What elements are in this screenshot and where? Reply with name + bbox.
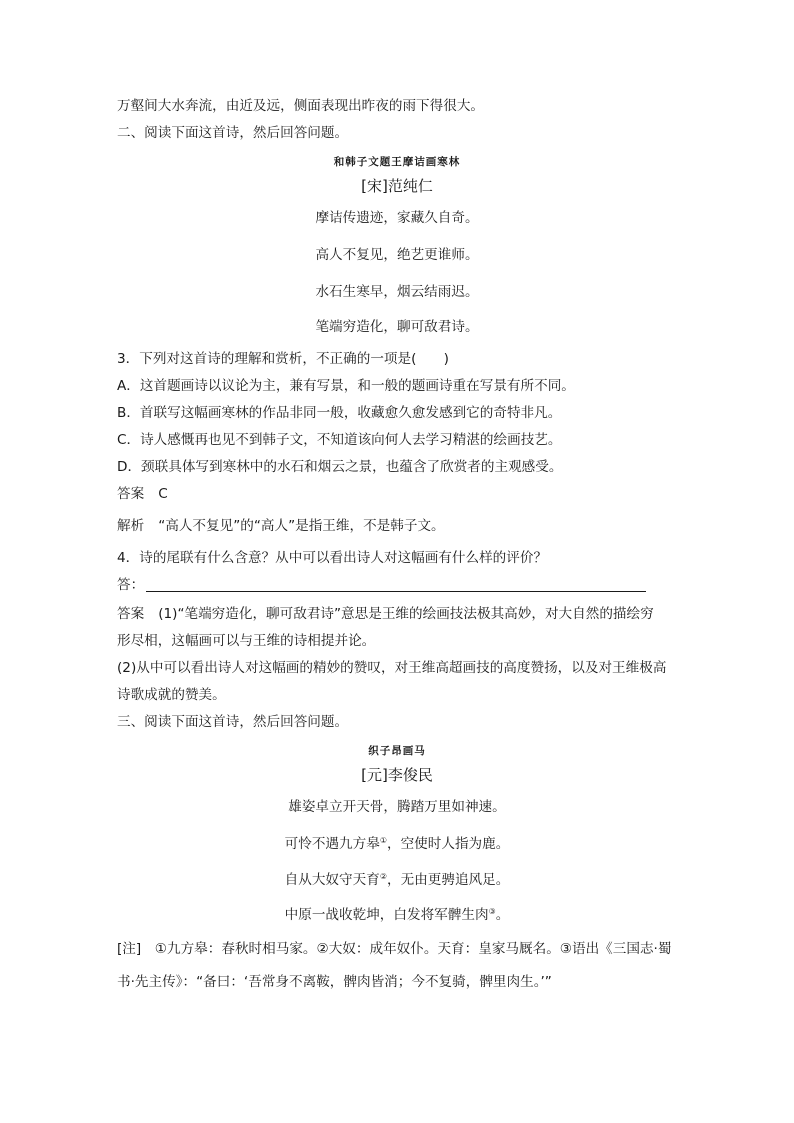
question-3-stem: 3．下列对这首诗的理解和赏析，不正确的一项是( ) <box>117 351 449 367</box>
poem-2-verse <box>0 906 794 924</box>
poem-1-author: [宋]范纯仁 <box>361 177 433 195</box>
answer-label: 答案 <box>117 486 145 502</box>
question-4-stem: 4．诗的尾联有什么含意？从中可以看出诗人对这幅画有什么样的评价？ <box>117 550 548 566</box>
question-4-answer-line: 诗歌成就的赞美。 <box>117 687 226 703</box>
verse-text: ，无由更骋追风足。 <box>386 872 510 888</box>
question-3-option-b: B．首联写这幅画寒林的作品非同一般，收藏愈久愈发感到它的奇特非凡。 <box>117 405 562 421</box>
question-3-analysis <box>117 517 445 535</box>
poem-1-title: 和韩子文题王摩诘画寒林 <box>333 156 461 168</box>
notes-line: [注] ①九方皋：春秋时相马家。②大奴：成年奴仆。天育：皇家马厩名。③语出《三国志·蜀 <box>117 941 672 957</box>
analysis-text: “高人不复见”的“高人”是指王维，不是韩子文。 <box>158 518 445 534</box>
question-3-option-c: C．诗人感慨再也见不到韩子文，不知道该向何人去学习精湛的绘画技艺。 <box>117 432 562 448</box>
notes-line: 书·先主传》：“备曰：‘吾常身不离鞍，髀肉皆消；今不复骑，髀里肉生。’” <box>117 974 552 990</box>
section-2-header: 二、阅读下面这首诗，然后回答问题。 <box>117 125 349 141</box>
answer-text: (1)“笔端穷造化，聊可敌君诗”意思是王维的绘画技法极其高妙，对大自然的描绘穷 <box>158 606 654 622</box>
question-4-answer-line <box>117 605 654 623</box>
poem-2-author: [元]李俊民 <box>361 766 433 784</box>
question-4-answer-line: (2)从中可以看出诗人对这幅画的精妙的赞叹，对王维高超画技的高度赞扬，以及对王维极高 <box>117 660 667 676</box>
answer-prompt: 答： <box>117 577 145 593</box>
question-4-answer-row <box>117 576 646 594</box>
poem-2-verse: 雄姿卓立开天骨，腾踏万里如神速。 <box>288 799 506 815</box>
answer-value: C <box>158 486 168 502</box>
poem-1-verse: 摩诘传遗迹，家藏久自奇。 <box>315 210 479 226</box>
verse-text: 可怜不遇九方皋 <box>284 836 380 852</box>
poem-2-verse <box>0 871 794 889</box>
footnote-mark: ③ <box>488 907 496 916</box>
verse-text: 。 <box>495 907 510 923</box>
footnote-mark: ② <box>379 872 387 881</box>
analysis-label: 解析 <box>117 518 145 534</box>
poem-1-verse: 水石生寒早，烟云结雨迟。 <box>315 284 479 300</box>
answer-blank-line[interactable] <box>146 577 646 592</box>
poem-2-title: 织子昂画马 <box>368 745 426 757</box>
question-4-answer-line: 形尽相，这幅画可以与王维的诗相提并论。 <box>117 633 376 649</box>
intro-tail-line: 万壑间大水奔流，由近及远，侧面表现出昨夜的雨下得很大。 <box>117 98 485 114</box>
verse-text: ，空使时人指为鹿。 <box>386 836 510 852</box>
question-3-option-d: D．颈联具体写到寒林中的水石和烟云之景，也蕴含了欣赏者的主观感受。 <box>117 459 563 475</box>
poem-2-verse <box>0 835 794 853</box>
question-3-answer <box>117 485 168 503</box>
footnote-mark: ① <box>379 836 387 845</box>
poem-1-verse: 笔端穷造化，聊可敌君诗。 <box>315 319 479 335</box>
verse-text: 自从大奴守天育 <box>284 872 380 888</box>
answer-label: 答案 <box>117 606 145 622</box>
verse-text: 中原一战收乾坤，白发将军髀生肉 <box>284 907 489 923</box>
section-3-header: 三、阅读下面这首诗，然后回答问题。 <box>117 714 349 730</box>
poem-1-verse: 高人不复见，绝艺更谁师。 <box>315 247 479 263</box>
question-3-option-a: A．这首题画诗以议论为主，兼有写景，和一般的题画诗重在写景有所不同。 <box>117 378 575 394</box>
